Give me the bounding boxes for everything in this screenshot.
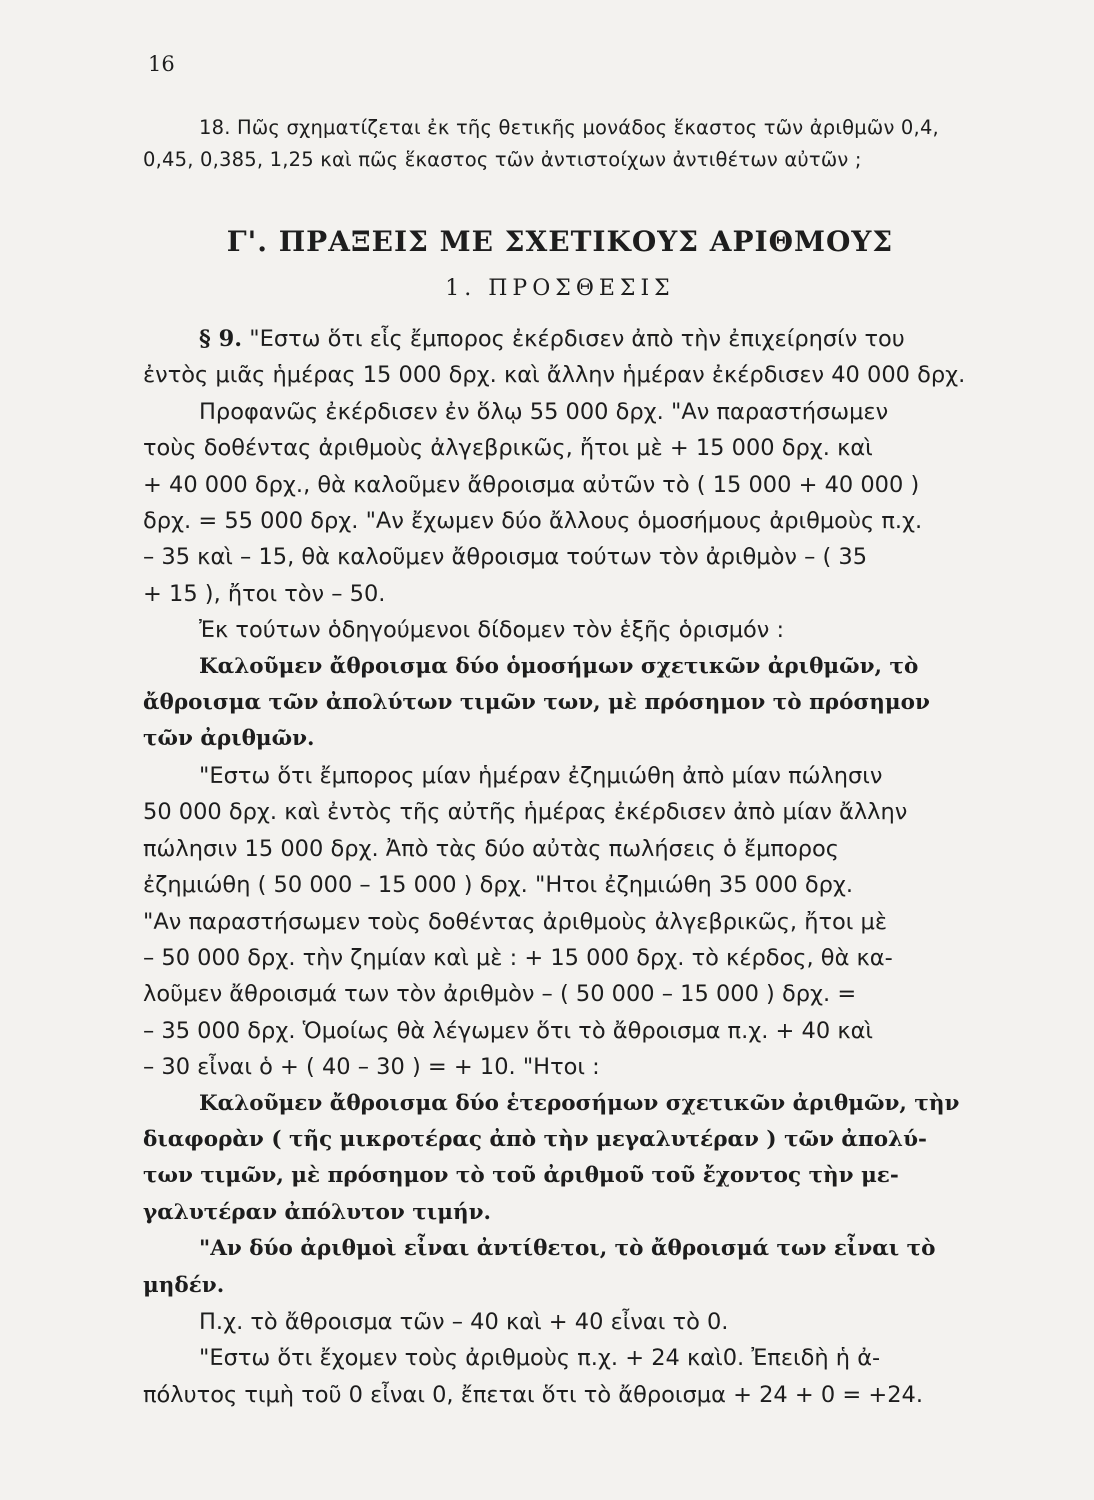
paragraph-line: – 30 εἶναι ὁ + ( 40 – 30 ) = + 10. "Ητοι : [143, 1054, 600, 1081]
definition-line: των τιμῶν, μὲ πρόσημον τὸ τοῦ ἀριθμοῦ τοῦ ἔχοντος τὴν με- [143, 1163, 899, 1189]
page-number: 16 [148, 52, 175, 76]
paragraph-line: § 9. "Εστω ὅτι εἷς ἔμπορος ἐκέρδισεν ἀπὸ τὴν ἐπιχείρησίν του [199, 326, 905, 352]
definition-line: ἄθροισμα τῶν ἀπολύτων τιμῶν των, μὲ πρόσημον τὸ πρόσημον [143, 690, 930, 716]
definition-line: Καλοῦμεν ἄθροισμα δύο ὁμοσήμων σχετικῶν ἀριθμῶν, τὸ [199, 653, 919, 679]
paragraph-line: + 40 000 δρχ., θὰ καλοῦμεν ἄθροισμα αὐτῶν τὸ ( 15 000 + 40 000 ) [143, 471, 920, 498]
definition-line: διαφορὰν ( τῆς μικροτέρας ἀπὸ τὴν μεγαλυτέραν ) τῶν ἀπολύ- [143, 1126, 927, 1152]
paragraph-line: "Εστω ὅτι ἔμπορος μίαν ἡμέραν ἐζημιώθη ἀπὸ μίαν πώλησιν [199, 762, 883, 789]
definition-line: γαλυτέραν ἀπόλυτον τιμήν. [143, 1199, 491, 1225]
definition-line: Καλοῦμεν ἄθροισμα δύο ἑτεροσήμων σχετικῶν ἀριθμῶν, τὴν [199, 1090, 960, 1116]
paragraph-line: Ἐκ τούτων ὁδηγούμενοι δίδομεν τὸν ἑξῆς ὁρισμόν : [199, 617, 785, 644]
paragraph-line: ἐζημιώθη ( 50 000 – 15 000 ) δρχ. "Ητοι ἐζημιώθη 35 000 δρχ. [143, 872, 854, 899]
paragraph-line: πόλυτος τιμὴ τοῦ 0 εἶναι 0, ἔπεται ὅτι τὸ ἄθροισμα + 24 + 0 = +24. [143, 1381, 923, 1408]
paragraph-line: – 35 καὶ – 15, θὰ καλοῦμεν ἄθροισμα τούτων τὸν ἀριθμὸν – ( 35 [143, 544, 868, 571]
paragraph-line: τοὺς δοθέντας ἀριθμοὺς ἀλγεβρικῶς, ἤτοι μὲ + 15 000 δρχ. καὶ [143, 435, 873, 462]
paragraph-line: πώλησιν 15 000 δρχ. Ἀπὸ τὰς δύο αὐτὰς πωλήσεις ὁ ἔμπορος [143, 835, 839, 862]
paragraph-line: – 35 000 δρχ. Ὁμοίως θὰ λέγωμεν ὅτι τὸ ἄθροισμα π.χ. + 40 καὶ [143, 1017, 874, 1044]
paragraph-line: ἐντὸς μιᾶς ἡμέρας 15 000 δρχ. καὶ ἄλλην ἡμέραν ἐκέρδισεν 40 000 δρχ. [143, 362, 966, 389]
paragraph-line: λοῦμεν ἄθροισμά των τὸν ἀριθμὸν – ( 50 000 – 15 000 ) δρχ. = [143, 981, 857, 1008]
body-text [143, 321, 985, 1413]
paragraph-line: "Εστω ὅτι ἔχομεν τοὺς ἀριθμοὺς π.χ. + 24 καὶ0. Ἐπειδὴ ἡ ἀ- [199, 1345, 881, 1372]
section-mark: § 9. [199, 326, 243, 352]
paragraph-line: + 15 ), ἤτοι τὸν – 50. [143, 580, 386, 607]
definition-line: τῶν ἀριθμῶν. [143, 726, 315, 752]
chapter-heading: Γ'. ΠΡΑΞΕΙΣ ΜΕ ΣΧΕΤΙΚΟΥΣ ΑΡΙΘΜΟΥΣ [226, 225, 894, 258]
paragraph-line: – 50 000 δρχ. τὴν ζημίαν καὶ μὲ : + 15 000 δρχ. τὸ κέρδος, θὰ κα- [143, 944, 893, 971]
paragraph-line: Π.χ. τὸ ἄθροισμα τῶν – 40 καὶ + 40 εἶναι τὸ 0. [199, 1308, 729, 1335]
paragraph-line: Προφανῶς ἐκέρδισεν ἐν ὅλῳ 55 000 δρχ. "Αν παραστήσωμεν [199, 398, 889, 425]
paragraph-line: "Αν παραστήσωμεν τοὺς δοθέντας ἀριθμοὺς ἀλγεβρικῶς, ἤτοι μὲ [143, 908, 888, 935]
definition-line: "Αν δύο ἀριθμοὶ εἶναι ἀντίθετοι, τὸ ἄθροισμά των εἶναι τὸ [199, 1236, 936, 1262]
question-line-2: 0,45, 0,385, 1,25 καὶ πῶς ἕκαστος τῶν ἀντιστοίχων ἀντιθέτων αὐτῶν ; [143, 148, 862, 171]
definition-line: μηδέν. [143, 1272, 225, 1298]
paragraph-line: 50 000 δρχ. καὶ ἐντὸς τῆς αὐτῆς ἡμέρας ἐκέρδισεν ἀπὸ μίαν ἄλλην [143, 799, 908, 826]
question-line-1: 18. Πῶς σχηματίζεται ἐκ τῆς θετικῆς μονάδος ἕκαστος τῶν ἀριθμῶν 0,4, [199, 116, 939, 139]
paragraph-line: δρχ. = 55 000 δρχ. "Αν ἔχωμεν δύο ἄλλους ὁμοσήμους ἀριθμοὺς π.χ. [143, 508, 923, 535]
section-heading: 1. ΠΡΟΣΘΕΣΙΣ [445, 276, 675, 301]
exercise-question [143, 112, 985, 176]
